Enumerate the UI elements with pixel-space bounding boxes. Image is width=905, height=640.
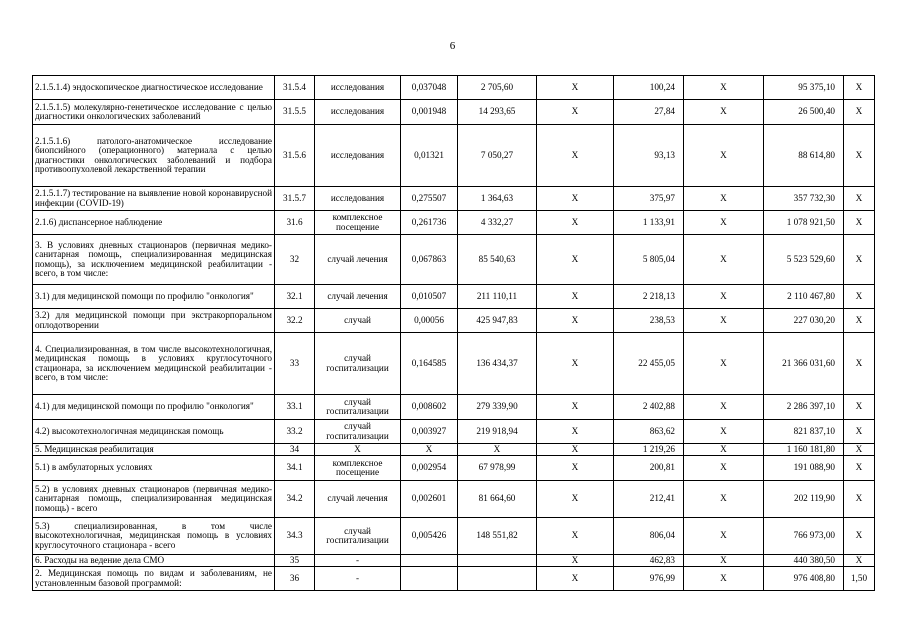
row-norm: 0,002954 [401, 456, 458, 481]
row-per-capita: 27,84 [614, 100, 684, 125]
row-unit: случай госпитализации [315, 518, 401, 555]
row-cost: 279 339,90 [458, 395, 537, 420]
table-row [33, 100, 875, 125]
row-mark: Х [684, 309, 764, 333]
row-description: 3. В условиях дневных стационаров (первичная медико-санитарная помощь, специализированная медицинская помощь), за исключением медицинской реабилитации - всего, в том числе: [33, 235, 275, 285]
row-mark: 1,50 [844, 567, 875, 591]
row-code: 33.2 [275, 420, 315, 444]
table-row [33, 76, 875, 100]
row-per-capita: 238,53 [614, 309, 684, 333]
row-mark: Х [844, 518, 875, 555]
table-row [33, 285, 875, 309]
row-mark: Х [844, 76, 875, 100]
row-total: 766 973,00 [764, 518, 844, 555]
row-total: 26 500,40 [764, 100, 844, 125]
row-norm: 0,001948 [401, 100, 458, 125]
table-row [33, 567, 875, 591]
row-cost: 211 110,11 [458, 285, 537, 309]
row-per-capita: 212,41 [614, 481, 684, 518]
row-code: 32.1 [275, 285, 315, 309]
row-cost: 148 551,82 [458, 518, 537, 555]
table-row [33, 125, 875, 187]
row-cost: 2 705,60 [458, 76, 537, 100]
row-norm: Х [401, 444, 458, 456]
row-mark: Х [844, 481, 875, 518]
table-row [33, 481, 875, 518]
row-unit: комплексное посещение [315, 211, 401, 235]
row-cost: Х [458, 444, 537, 456]
row-norm: 0,275507 [401, 187, 458, 211]
row-cost: 67 978,99 [458, 456, 537, 481]
row-mark: Х [684, 444, 764, 456]
row-total: 5 523 529,60 [764, 235, 844, 285]
row-code: 34.1 [275, 456, 315, 481]
row-cost: 81 664,60 [458, 481, 537, 518]
row-description: 2.1.5.1.7) тестирование на выявление новой коронавирусной инфекции (COVID-19) [33, 187, 275, 211]
row-description: 5.3) специализированная, в том числе высокотехнологичная, медицинская помощь в условиях круглосуточного стационара - всего [33, 518, 275, 555]
row-mark: Х [537, 395, 614, 420]
row-mark: Х [684, 567, 764, 591]
row-per-capita: 22 455,05 [614, 333, 684, 395]
row-mark: Х [844, 395, 875, 420]
row-norm: 0,008602 [401, 395, 458, 420]
row-per-capita: 2 218,13 [614, 285, 684, 309]
row-norm [401, 555, 458, 567]
row-cost: 219 918,94 [458, 420, 537, 444]
row-unit: случай [315, 309, 401, 333]
table-row [33, 333, 875, 395]
row-description: 3.1) для медицинской помощи по профилю "онкология" [33, 285, 275, 309]
row-mark: Х [844, 555, 875, 567]
row-mark: Х [537, 187, 614, 211]
row-mark: Х [844, 100, 875, 125]
row-cost: 85 540,63 [458, 235, 537, 285]
row-unit: Х [315, 444, 401, 456]
row-mark: Х [844, 444, 875, 456]
table-row [33, 211, 875, 235]
row-code: 35 [275, 555, 315, 567]
row-unit: случай лечения [315, 235, 401, 285]
row-mark: Х [537, 76, 614, 100]
row-mark: Х [684, 420, 764, 444]
row-total: 1 078 921,50 [764, 211, 844, 235]
row-per-capita: 93,13 [614, 125, 684, 187]
row-unit: случай госпитализации [315, 420, 401, 444]
row-mark: Х [684, 211, 764, 235]
row-code: 32 [275, 235, 315, 285]
row-mark: Х [844, 211, 875, 235]
row-per-capita: 200,81 [614, 456, 684, 481]
row-description: 2.1.5.1.4) эндоскопическое диагностическое исследование [33, 76, 275, 100]
row-mark: Х [684, 100, 764, 125]
row-unit: исследования [315, 76, 401, 100]
row-mark: Х [844, 187, 875, 211]
row-norm: 0,01321 [401, 125, 458, 187]
row-code: 33.1 [275, 395, 315, 420]
row-mark: Х [684, 518, 764, 555]
row-mark: Х [537, 444, 614, 456]
row-norm: 0,00056 [401, 309, 458, 333]
row-unit: - [315, 567, 401, 591]
row-unit: исследования [315, 125, 401, 187]
row-unit: комплексное посещение [315, 456, 401, 481]
row-mark: Х [844, 125, 875, 187]
row-cost: 7 050,27 [458, 125, 537, 187]
row-mark: Х [537, 481, 614, 518]
row-mark: Х [684, 456, 764, 481]
row-mark: Х [844, 309, 875, 333]
row-description: 2.1.6) диспансерное наблюдение [33, 211, 275, 235]
row-unit: исследования [315, 187, 401, 211]
data-table [32, 75, 875, 591]
page-number: 6 [449, 40, 456, 52]
table-row [33, 518, 875, 555]
row-cost: 136 434,37 [458, 333, 537, 395]
row-mark: Х [684, 395, 764, 420]
row-description: 4. Специализированная, в том числе высокотехнологичная, медицинская помощь в условиях круглосуточного стационара, за исключением медицинской реабилитации - всего, в том числе: [33, 333, 275, 395]
row-description: 5. Медицинская реабилитация [33, 444, 275, 456]
row-unit: случай лечения [315, 481, 401, 518]
row-mark: Х [684, 235, 764, 285]
row-per-capita: 1 133,91 [614, 211, 684, 235]
row-mark: Х [684, 125, 764, 187]
row-mark: Х [844, 420, 875, 444]
row-code: 34.2 [275, 481, 315, 518]
row-total: 821 837,10 [764, 420, 844, 444]
row-norm: 0,010507 [401, 285, 458, 309]
row-mark: Х [684, 76, 764, 100]
row-total: 976 408,80 [764, 567, 844, 591]
row-norm: 0,037048 [401, 76, 458, 100]
row-cost: 4 332,27 [458, 211, 537, 235]
row-description: 4.2) высокотехнологичная медицинская помощь [33, 420, 275, 444]
row-mark: Х [844, 456, 875, 481]
row-description: 2.1.5.1.6) патолого-анатомическое исследование биопсийного (операционного) материала с целью диагностики онкологических заболеваний и подбора противоопухолевой лекарственной терапии [33, 125, 275, 187]
row-cost [458, 555, 537, 567]
table-body [33, 76, 875, 591]
row-unit: случай госпитализации [315, 395, 401, 420]
row-norm: 0,002601 [401, 481, 458, 518]
row-mark: Х [844, 285, 875, 309]
row-mark: Х [844, 333, 875, 395]
row-norm [401, 567, 458, 591]
row-code: 33 [275, 333, 315, 395]
row-mark: Х [537, 420, 614, 444]
table-row [33, 309, 875, 333]
row-description: 3.2) для медицинской помощи при экстракорпоральном оплодотворении [33, 309, 275, 333]
table-row [33, 235, 875, 285]
row-mark: Х [537, 333, 614, 395]
row-code: 31.5.6 [275, 125, 315, 187]
row-mark: Х [537, 555, 614, 567]
row-mark: Х [537, 285, 614, 309]
row-per-capita: 5 805,04 [614, 235, 684, 285]
row-total: 440 380,50 [764, 555, 844, 567]
row-description: 4.1) для медицинской помощи по профилю "онкология" [33, 395, 275, 420]
row-total: 357 732,30 [764, 187, 844, 211]
row-total: 21 366 031,60 [764, 333, 844, 395]
row-total: 1 160 181,80 [764, 444, 844, 456]
table-row [33, 456, 875, 481]
row-mark: Х [537, 235, 614, 285]
row-total: 202 119,90 [764, 481, 844, 518]
row-cost [458, 567, 537, 591]
row-mark: Х [684, 481, 764, 518]
row-description: 2. Медицинская помощь по видам и заболеваниям, не установленным базовой программой: [33, 567, 275, 591]
row-description: 5.1) в амбулаторных условиях [33, 456, 275, 481]
row-total: 191 088,90 [764, 456, 844, 481]
row-per-capita: 806,04 [614, 518, 684, 555]
row-description: 6. Расходы на ведение дела СМО [33, 555, 275, 567]
row-cost: 425 947,83 [458, 309, 537, 333]
row-unit: - [315, 555, 401, 567]
row-total: 2 110 467,80 [764, 285, 844, 309]
row-description: 2.1.5.1.5) молекулярно-генетическое исследование с целью диагностики онкологических заболеваний [33, 100, 275, 125]
row-mark: Х [537, 567, 614, 591]
row-code: 31.5.4 [275, 76, 315, 100]
row-per-capita: 863,62 [614, 420, 684, 444]
row-unit: исследования [315, 100, 401, 125]
row-mark: Х [537, 518, 614, 555]
table-row [33, 187, 875, 211]
row-per-capita: 100,24 [614, 76, 684, 100]
row-unit: случай лечения [315, 285, 401, 309]
row-code: 31.6 [275, 211, 315, 235]
table-row [33, 555, 875, 567]
row-code: 34.3 [275, 518, 315, 555]
row-mark: Х [684, 555, 764, 567]
row-per-capita: 2 402,88 [614, 395, 684, 420]
row-total: 95 375,10 [764, 76, 844, 100]
row-code: 36 [275, 567, 315, 591]
row-mark: Х [844, 235, 875, 285]
row-norm: 0,261736 [401, 211, 458, 235]
row-per-capita: 462,83 [614, 555, 684, 567]
row-cost: 1 364,63 [458, 187, 537, 211]
row-mark: Х [537, 211, 614, 235]
row-norm: 0,005426 [401, 518, 458, 555]
table-row [33, 420, 875, 444]
row-code: 34 [275, 444, 315, 456]
row-mark: Х [537, 100, 614, 125]
row-code: 31.5.5 [275, 100, 315, 125]
row-mark: Х [537, 125, 614, 187]
row-per-capita: 375,97 [614, 187, 684, 211]
row-total: 2 286 397,10 [764, 395, 844, 420]
row-norm: 0,003927 [401, 420, 458, 444]
row-total: 227 030,20 [764, 309, 844, 333]
row-mark: Х [684, 333, 764, 395]
row-code: 32.2 [275, 309, 315, 333]
row-mark: Х [537, 456, 614, 481]
row-cost: 14 293,65 [458, 100, 537, 125]
row-norm: 0,067863 [401, 235, 458, 285]
row-description: 5.2) в условиях дневных стационаров (первичная медико-санитарная помощь, специализированная медицинская помощь) - всего [33, 481, 275, 518]
table-row [33, 395, 875, 420]
row-total: 88 614,80 [764, 125, 844, 187]
row-per-capita: 1 219,26 [614, 444, 684, 456]
row-mark: Х [537, 309, 614, 333]
row-mark: Х [684, 187, 764, 211]
row-mark: Х [684, 285, 764, 309]
row-norm: 0,164585 [401, 333, 458, 395]
row-per-capita: 976,99 [614, 567, 684, 591]
row-unit: случай госпитализации [315, 333, 401, 395]
table-row [33, 444, 875, 456]
row-code: 31.5.7 [275, 187, 315, 211]
